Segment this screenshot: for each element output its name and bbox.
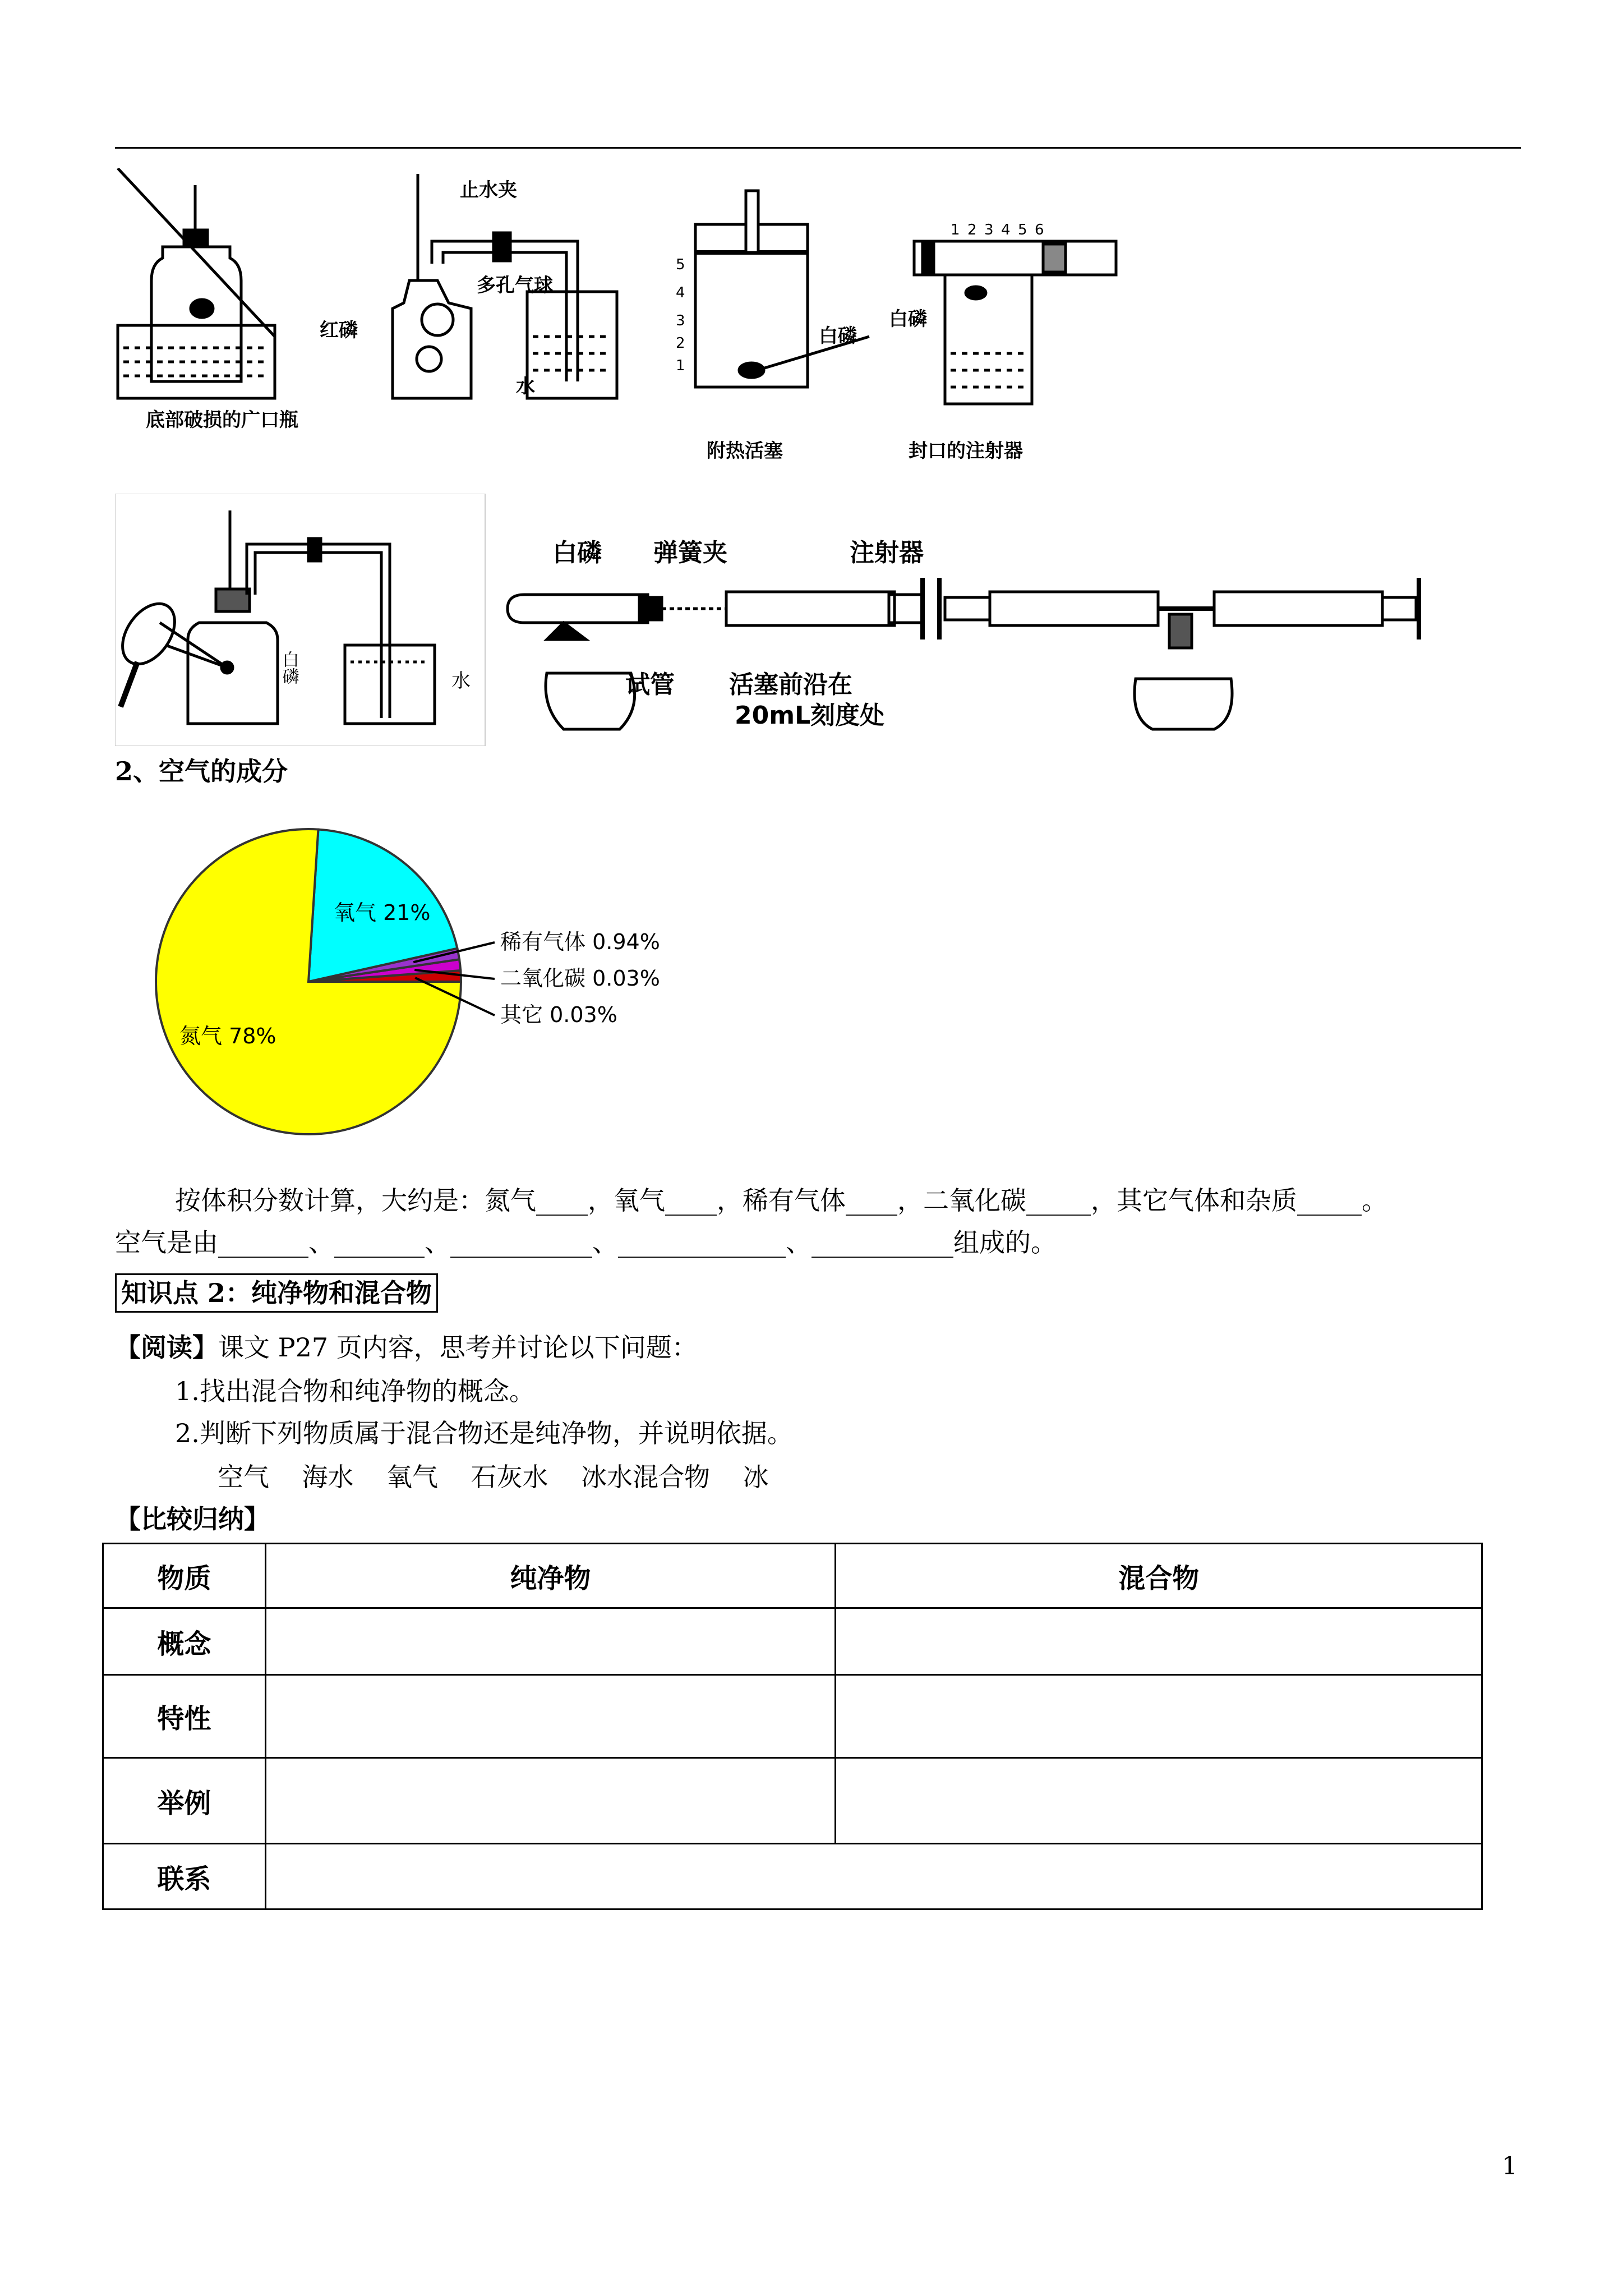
svg-text:2: 2 xyxy=(676,335,685,352)
cell-example-mixture xyxy=(836,1758,1482,1844)
piston-position-line2: 20mL刻度处 xyxy=(735,701,885,730)
magnifier-water-label: 水 xyxy=(451,670,471,692)
syringe-white-phosphorus-label: 白磷 xyxy=(889,308,927,330)
question-1: 1.找出混合物和纯净物的概念。 xyxy=(175,1376,535,1406)
air-composition-pie-chart xyxy=(140,825,701,1161)
broken-bottle-figure xyxy=(118,168,275,398)
fill-in-line1: 按体积分数计算，大约是：氮气____，氧气____，稀有气体____，二氧化碳_____，其它气体和杂质_____。 xyxy=(175,1185,1387,1216)
svg-text:4: 4 xyxy=(1001,222,1011,238)
white-phosphorus-label: 白磷 xyxy=(819,325,857,347)
substances-list: 空气 海水 氧气 石灰水 冰水混合物 冰 xyxy=(218,1462,769,1492)
water-label: 水 xyxy=(516,375,535,398)
question-2: 2.判断下列物质属于混合物还是纯净物，并说明依据。 xyxy=(175,1418,793,1448)
svg-text:1: 1 xyxy=(676,357,685,374)
apparatus-figures-row1 xyxy=(112,168,1122,471)
reading-line xyxy=(115,1331,698,1364)
header-pure: 纯净物 xyxy=(265,1544,836,1608)
table-row xyxy=(103,1608,1482,1675)
svg-text:3: 3 xyxy=(676,312,685,329)
svg-text:5: 5 xyxy=(1018,222,1027,238)
pie-label-nitrogen: 氮气 78% xyxy=(179,1024,276,1048)
fill-in-line2: 空气是由_______、_______、___________、_____________、___________组成的。 xyxy=(115,1227,1057,1258)
magnifier-wp-label: 白磷 xyxy=(279,651,299,684)
cell-concept-pure xyxy=(265,1608,836,1675)
spring-clip-label: 弹簧夹 xyxy=(653,539,727,567)
pie-label-4: 其它 0.03% xyxy=(500,1002,617,1027)
header-mixture: 混合物 xyxy=(836,1544,1482,1608)
piston-figure xyxy=(695,191,869,387)
syringe-scale xyxy=(951,222,1044,238)
section2-title: 2、空气的成分 xyxy=(115,756,288,786)
broken-bottle-caption: 底部破损的广口瓶 xyxy=(146,409,298,431)
row-label-concept: 概念 xyxy=(103,1608,266,1675)
balloon-label: 多孔气球 xyxy=(477,274,553,297)
svg-text:3: 3 xyxy=(984,222,994,238)
double-syringe-figure xyxy=(939,578,1419,729)
row-label-property: 特性 xyxy=(103,1675,266,1758)
piston-scale xyxy=(676,256,685,374)
cell-concept-mixture xyxy=(836,1608,1482,1675)
svg-text:5: 5 xyxy=(676,256,685,273)
cell-property-pure xyxy=(265,1675,836,1758)
apparatus-figures-row2 xyxy=(115,494,1427,746)
clamp-label: 止水夹 xyxy=(460,179,517,201)
svg-text:2: 2 xyxy=(967,222,977,238)
reading-tag: 【阅读】 xyxy=(115,1332,218,1363)
piston-position-line1: 活塞前沿在 xyxy=(729,670,852,699)
compare-title: 【比较归纳】 xyxy=(115,1504,270,1534)
header-rule xyxy=(115,147,1521,149)
magnifier-apparatus-figure xyxy=(115,494,485,746)
table-row xyxy=(103,1675,1482,1758)
pie-label-2: 稀有气体 0.94% xyxy=(500,930,660,954)
cell-property-mixture xyxy=(836,1675,1482,1758)
table-row xyxy=(103,1844,1482,1910)
table-row xyxy=(103,1758,1482,1844)
red-phosphorus-label: 红磷 xyxy=(320,319,358,342)
cell-example-pure xyxy=(265,1758,836,1844)
table-header-row xyxy=(103,1544,1482,1608)
sealed-syringe-caption: 封口的注射器 xyxy=(909,440,1023,462)
syringe-label: 注射器 xyxy=(850,539,924,567)
knowledge-point-heading: 知识点 2：纯净物和混合物 xyxy=(115,1273,438,1313)
comparison-table xyxy=(102,1543,1483,1910)
reading-text: 课文 P27 页内容，思考并讨论以下问题： xyxy=(218,1332,698,1363)
svg-text:4: 4 xyxy=(676,284,685,301)
row-label-example: 举例 xyxy=(103,1758,266,1844)
header-substance: 物质 xyxy=(103,1544,266,1608)
svg-text:1: 1 xyxy=(951,222,960,238)
sealed-syringe-figure xyxy=(914,241,1116,404)
page-number: 1 xyxy=(1502,2152,1518,2180)
test-tube-label: 试管 xyxy=(625,670,675,699)
white-phosphorus-label-2: 白磷 xyxy=(552,539,602,567)
svg-text:6: 6 xyxy=(1035,222,1044,238)
piston-caption: 附热活塞 xyxy=(707,440,783,462)
row-label-relation: 联系 xyxy=(103,1844,266,1910)
cell-relation xyxy=(265,1844,1482,1910)
pie-label-oxygen: 氧气 21% xyxy=(334,900,431,925)
pie-label-3: 二氧化碳 0.03% xyxy=(500,966,660,991)
